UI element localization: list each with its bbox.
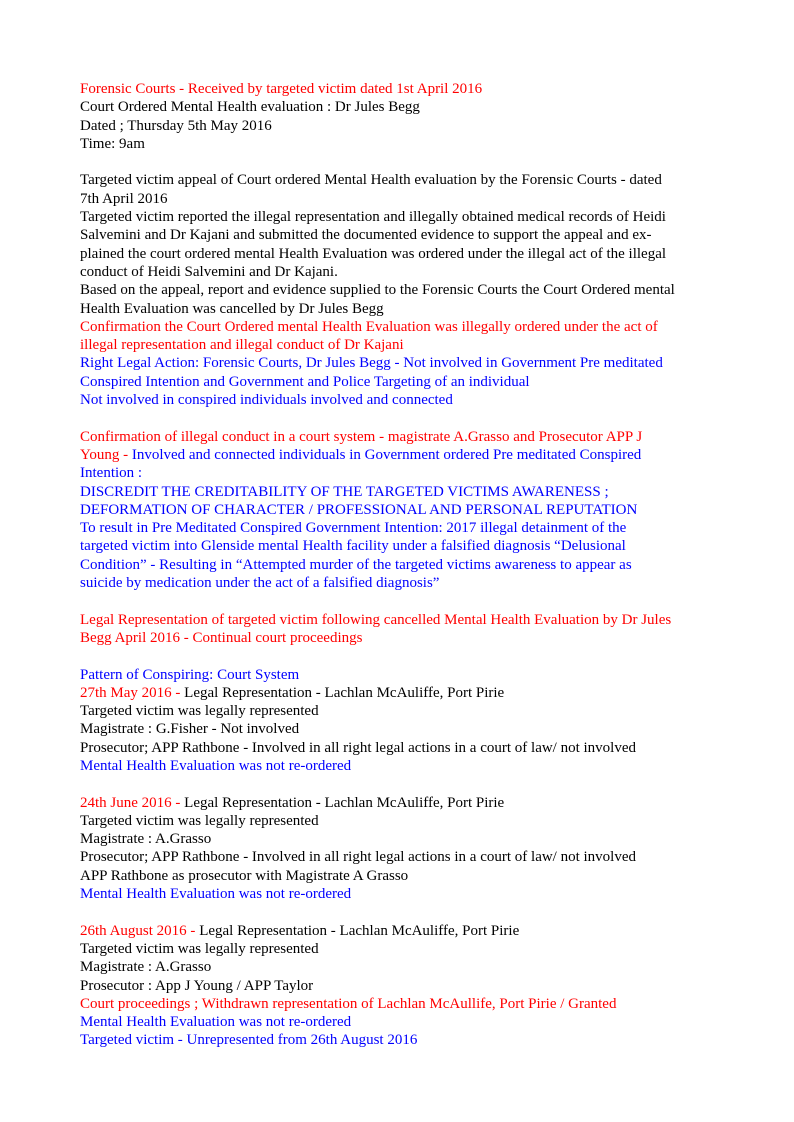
dated-line: Dated ; Thursday 5th May 2016 [80,117,272,134]
caps-statement: DISCREDIT THE CREDITABILITY OF THE TARGETED VICTIMS AWARENESS ; [80,483,609,500]
entry-outcome: Mental Health Evaluation was not re-ordered [80,886,352,903]
entry-representation: Legal Representation - Lachlan McAuliffe, Port Pirie [199,922,520,939]
result-line: To result in Pre Meditated Conspired Government Intention: 2017 illegal detainment of the [80,520,627,537]
entry-date: 26th August 2016 - [80,922,200,939]
spacer [80,647,730,665]
entry-magistrate: Magistrate : A.Grasso [80,959,212,976]
evaluation-line: Court Ordered Mental Health evaluation : Dr Jules Begg [80,99,420,116]
cancelled-line: Health Evaluation was cancelled by Dr Jules Begg [80,300,384,317]
entry-magistrate: Magistrate : G.Fisher - Not involved [80,721,300,738]
caps-statement: DEFORMATION OF CHARACTER / PROFESSIONAL AND PERSONAL REPUTATION [80,501,638,518]
entry-outcome: Mental Health Evaluation was not re-ordered [80,757,352,774]
spacer [80,592,730,610]
appeal-line: 7th April 2016 [80,190,168,207]
appeal-line: Targeted victim appeal of Court ordered Mental Health evaluation by the Forensic Courts - dated [80,172,662,189]
entry-date: 24th June 2016 - [80,794,185,811]
cancelled-line: Based on the appeal, report and evidence supplied to the Forensic Courts the Court Ordered mental [80,282,675,299]
entry-represented: Targeted victim was legally represented [80,812,319,829]
spacer [80,775,730,793]
entry-date-line [80,794,730,812]
right-legal-action-line: Not involved in conspired individuals involved and connected [80,392,453,409]
entry-prosecutor: Prosecutor : App J Young / APP Taylor [80,977,314,994]
entry-represented: Targeted victim was legally represented [80,703,319,720]
spacer [80,409,730,427]
report-line: Targeted victim reported the illegal representation and illegally obtained medical records of Heidi [80,209,666,226]
pattern-heading: Pattern of Conspiring: Court System [80,666,300,683]
entry-outcome: Mental Health Evaluation was not re-ordered [80,1014,352,1031]
confirmation-line: Confirmation the Court Ordered mental Health Evaluation was illegally ordered under the act of [80,318,658,335]
conduct-line [80,446,730,464]
conduct-blue-text: Involved and connected individuals in Government ordered Pre meditated Conspired [131,446,642,463]
legal-representation-line: Begg April 2016 - Continual court proceedings [80,629,363,646]
result-line: targeted victim into Glenside mental Health facility under a falsified diagnosis “Delusional [80,538,626,555]
result-line: Condition” - Resulting in “Attempted murder of the targeted victims awareness to appear as [80,556,632,573]
entry-date-line [80,684,730,702]
right-legal-action-line: Conspired Intention and Government and Police Targeting of an individual [80,373,530,390]
entry-represented: Targeted victim was legally represented [80,940,319,957]
report-line: plained the court ordered mental Health Evaluation was ordered under the illegal act of the illegal [80,245,667,262]
time-line: Time: 9am [80,135,145,152]
entry-representation: Legal Representation - Lachlan McAuliffe, Port Pirie [184,684,505,701]
entry-unrepresented: Targeted victim - Unrepresented from 26th August 2016 [80,1032,418,1049]
entry-date: 27th May 2016 - [80,684,185,701]
conduct-red-text: Young - [80,446,132,463]
entry-date-line [80,922,730,940]
entry-prosecutor: Prosecutor; APP Rathbone - Involved in all right legal actions in a court of law/ not involved [80,739,637,756]
result-line: suicide by medication under the act of a falsified diagnosis” [80,575,440,592]
legal-representation-line: Legal Representation of targeted victim following cancelled Mental Health Evaluation by Dr Jules [80,611,672,628]
intro-heading: Forensic Courts - Received by targeted victim dated 1st April 2016 [80,81,483,97]
confirmation-line: illegal representation and illegal conduct of Dr Kajani [80,337,404,354]
report-line: Salvemini and Dr Kajani and submitted the documented evidence to support the appeal and ex- [80,227,652,244]
entry-magistrate: Magistrate : A.Grasso [80,831,212,848]
conduct-line: Confirmation of illegal conduct in a court system - magistrate A.Grasso and Prosecutor APP J [80,428,643,445]
spacer [80,903,730,921]
entry-representation: Legal Representation - Lachlan McAuliffe, Port Pirie [184,794,505,811]
report-line: conduct of Heidi Salvemini and Dr Kajani. [80,263,338,280]
entry-prosecutor: Prosecutor; APP Rathbone - Involved in all right legal actions in a court of law/ not involved [80,849,637,866]
entry-note: APP Rathbone as prosecutor with Magistrate A Grasso [80,867,409,884]
conduct-line: Intention : [80,465,143,482]
document-page [80,80,730,1050]
entry-proceedings: Court proceedings ; Withdrawn representation of Lachlan McAullife, Port Pirie / Granted [80,995,617,1012]
right-legal-action-line: Right Legal Action: Forensic Courts, Dr Jules Begg - Not involved in Government Pre meditated [80,355,663,372]
spacer [80,153,730,171]
